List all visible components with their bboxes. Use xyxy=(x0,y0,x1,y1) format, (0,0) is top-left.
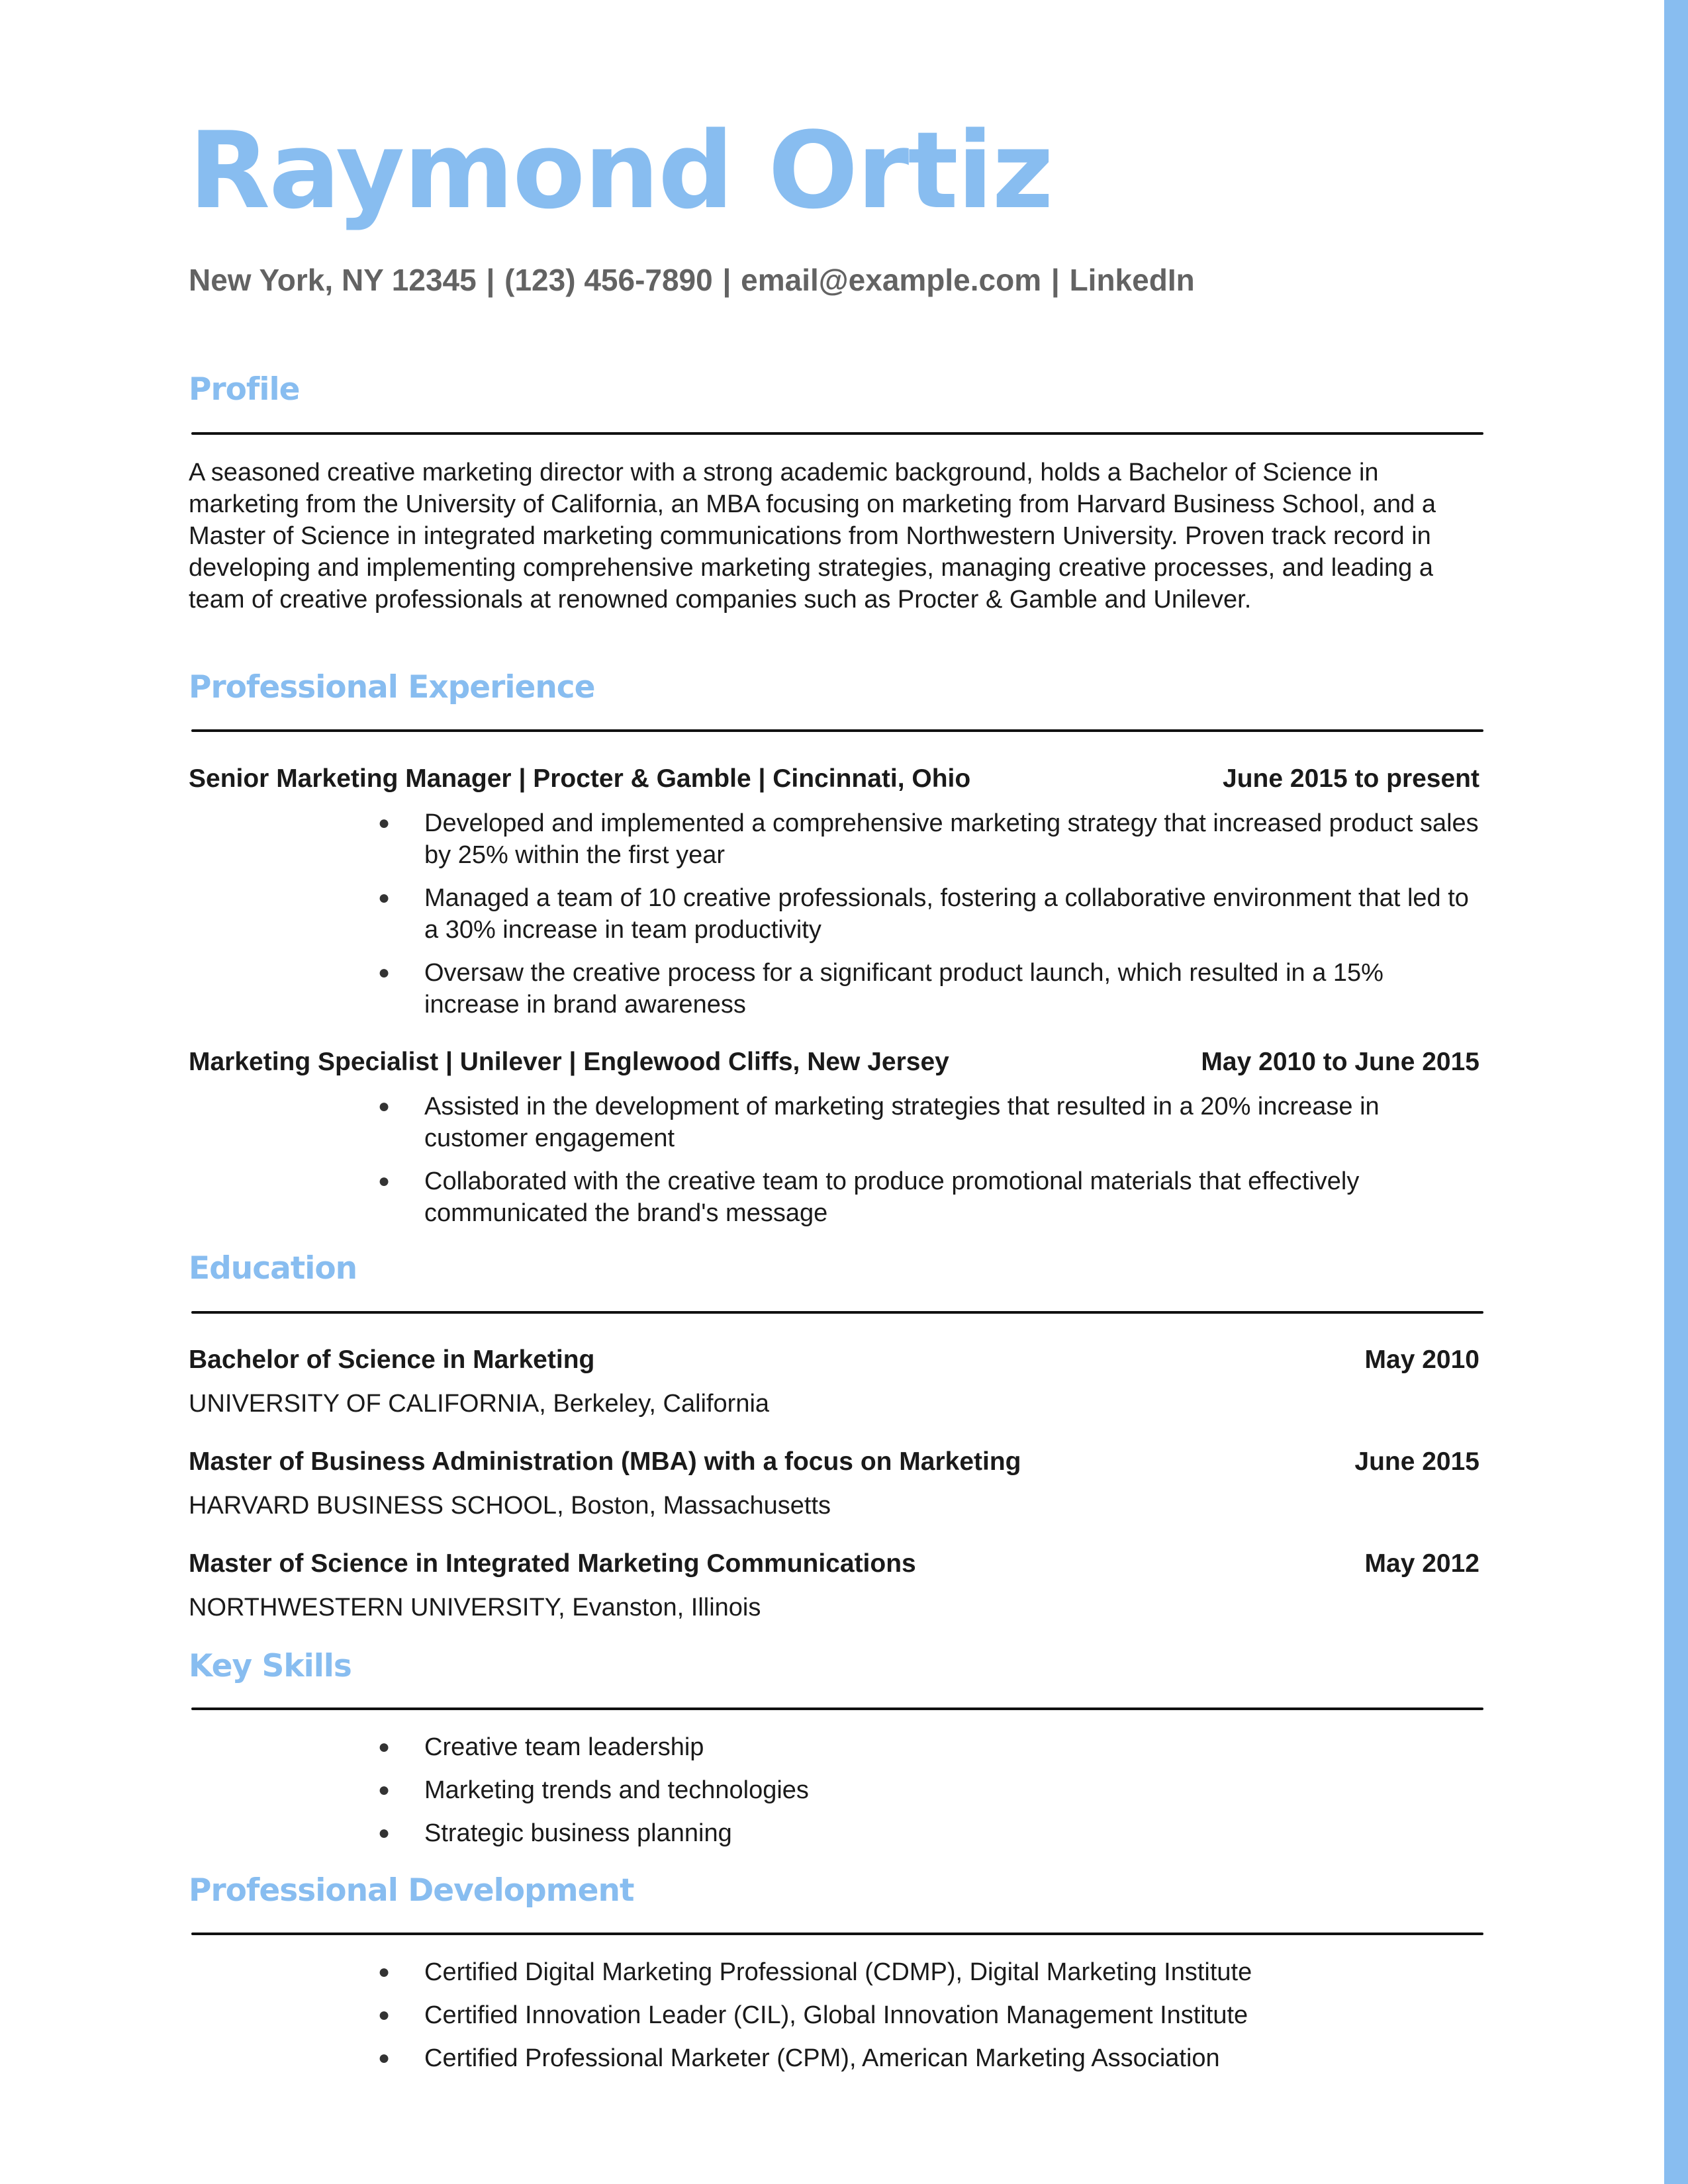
list-item xyxy=(189,1999,1479,2031)
section-divider xyxy=(191,432,1483,435)
degree-date: May 2010 xyxy=(1364,1345,1479,1374)
school-name: HARVARD BUSINESS SCHOOL, Boston, Massachusetts xyxy=(189,1492,831,1520)
job-heading xyxy=(189,1049,1479,1075)
section-title-development: Professional Development xyxy=(189,1872,634,1909)
section-divider xyxy=(191,1933,1483,1935)
skill-text: Strategic business planning xyxy=(424,1819,732,1847)
section-divider xyxy=(191,1707,1483,1710)
job-dates: June 2015 to present xyxy=(1223,764,1479,793)
list-item xyxy=(189,1817,1479,1849)
job-bullet-list xyxy=(189,1091,1479,1229)
bullet-text: Assisted in the development of marketing strategies that resulted in a 20% increase in customer engagement xyxy=(424,1093,1380,1152)
job-title: Senior Marketing Manager | Procter & Gamble | Cincinnati, Ohio xyxy=(189,764,971,793)
bullet-icon: ● xyxy=(378,1095,391,1117)
bullet-icon: ● xyxy=(378,812,391,834)
list-item xyxy=(189,1731,1479,1763)
education-heading xyxy=(189,1449,1479,1475)
skill-text: Marketing trends and technologies xyxy=(424,1776,809,1804)
contact-address: New York, NY 12345 xyxy=(189,263,477,297)
bullet-text: Developed and implemented a comprehensive marketing strategy that increased product sales by 25% within the first year xyxy=(424,809,1479,869)
education-heading xyxy=(189,1551,1479,1576)
skill-text: Creative team leadership xyxy=(424,1733,704,1761)
section-divider xyxy=(191,729,1483,732)
certification-text: Certified Innovation Leader (CIL), Global Innovation Management Institute xyxy=(424,2001,1248,2029)
contact-email[interactable]: email@example.com xyxy=(741,263,1042,297)
section-title-skills: Key Skills xyxy=(189,1648,352,1684)
bullet-icon: ● xyxy=(378,1961,391,1983)
list-item xyxy=(189,1091,1479,1154)
job-title: Marketing Specialist | Unilever | Englewood Cliffs, New Jersey xyxy=(189,1048,949,1076)
contact-separator: | xyxy=(722,263,731,297)
degree-date: June 2015 xyxy=(1354,1447,1479,1476)
list-item xyxy=(189,807,1479,871)
certification-text: Certified Professional Marketer (CPM), American Marketing Association xyxy=(424,2044,1220,2072)
list-item xyxy=(189,1774,1479,1806)
bullet-icon: ● xyxy=(378,2047,391,2069)
bullet-icon: ● xyxy=(378,887,391,909)
bullet-icon: ● xyxy=(378,1822,391,1844)
profile-summary: A seasoned creative marketing director with a strong academic background, holds a Bachelor of Science in marketing from the University of California, an MBA focusing on marketing from Harvard Business School, and a Master of Science in integrated marketing communications from Northwestern University. Proven track record in developing and implementing comprehensive marketing strategies, managing creative processes, and leading a team of creative professionals at renowned companies such as Procter & Gamble and Unilever. xyxy=(189,459,1436,614)
degree-date: May 2012 xyxy=(1364,1549,1479,1578)
bullet-icon: ● xyxy=(378,962,391,983)
section-title-experience: Professional Experience xyxy=(189,669,595,705)
school-name: UNIVERSITY OF CALIFORNIA, Berkeley, California xyxy=(189,1390,770,1418)
section-title-profile: Profile xyxy=(189,371,300,408)
bullet-icon: ● xyxy=(378,1779,391,1801)
bullet-icon: ● xyxy=(378,1736,391,1758)
certification-text: Certified Digital Marketing Professional (CDMP), Digital Marketing Institute xyxy=(424,1958,1252,1986)
list-item xyxy=(189,957,1479,1021)
contact-line xyxy=(189,265,1195,295)
list-item xyxy=(189,1165,1479,1229)
job-heading xyxy=(189,766,1479,792)
bullet-text: Oversaw the creative process for a significant product launch, which resulted in a 15% increase in brand awareness xyxy=(424,959,1383,1019)
degree-title: Master of Business Administration (MBA) with a focus on Marketing xyxy=(189,1447,1021,1476)
bullet-icon: ● xyxy=(378,1170,391,1192)
skills-list xyxy=(189,1731,1479,1849)
contact-phone: (123) 456-7890 xyxy=(504,263,713,297)
contact-separator: | xyxy=(486,263,495,297)
school-name: NORTHWESTERN UNIVERSITY, Evanston, Illinois xyxy=(189,1594,761,1621)
development-list xyxy=(189,1956,1479,2074)
education-heading xyxy=(189,1347,1479,1373)
list-item xyxy=(189,1956,1479,1988)
section-title-education: Education xyxy=(189,1250,357,1287)
degree-title: Master of Science in Integrated Marketing Communications xyxy=(189,1549,916,1578)
degree-title: Bachelor of Science in Marketing xyxy=(189,1345,595,1374)
accent-side-bar xyxy=(1664,0,1688,2184)
list-item xyxy=(189,882,1479,946)
bullet-text: Collaborated with the creative team to produce promotional materials that effectively communicated the brand's message xyxy=(424,1167,1360,1227)
contact-linkedin-link[interactable]: LinkedIn xyxy=(1069,263,1195,297)
section-divider xyxy=(191,1311,1483,1314)
job-bullet-list xyxy=(189,807,1479,1021)
list-item xyxy=(189,2042,1479,2074)
bullet-icon: ● xyxy=(378,2004,391,2026)
candidate-name: Raymond Ortiz xyxy=(189,109,1053,232)
contact-separator: | xyxy=(1051,263,1060,297)
bullet-text: Managed a team of 10 creative professionals, fostering a collaborative environment that led to a 30% increase in team productivity xyxy=(424,884,1469,944)
job-dates: May 2010 to June 2015 xyxy=(1201,1048,1479,1076)
